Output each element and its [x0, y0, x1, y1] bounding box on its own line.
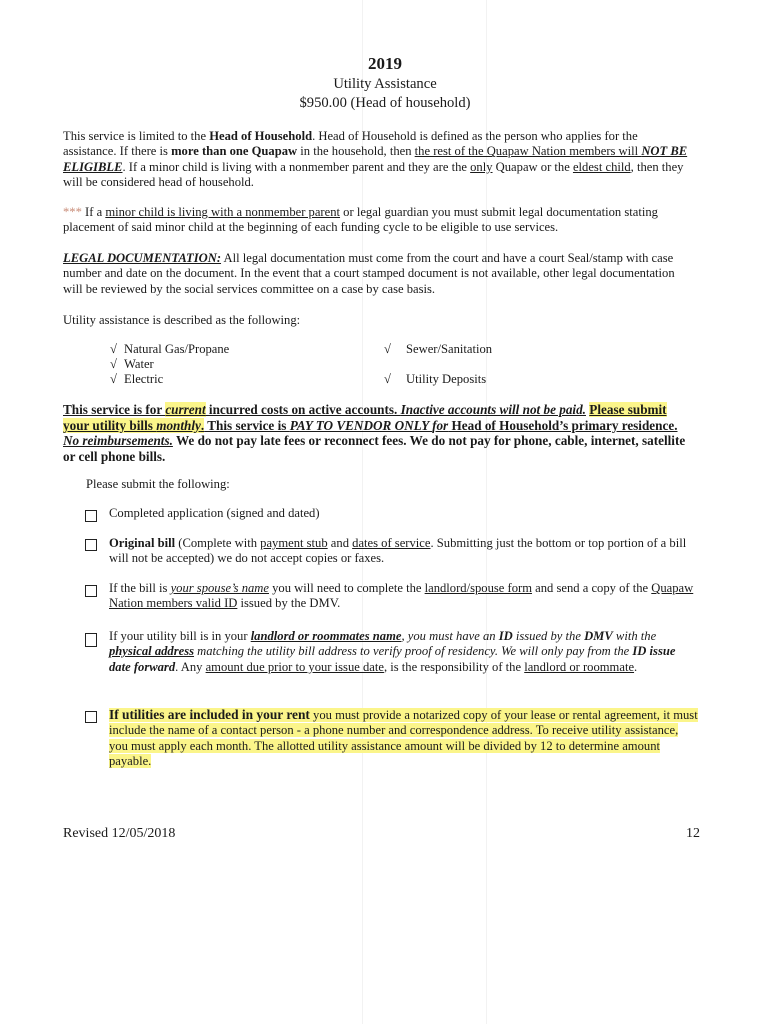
checkbox-icon: [85, 633, 97, 647]
checkbox-icon: [85, 711, 97, 723]
highlighted-text: Please submit your utility bills: [63, 402, 667, 433]
page-number: 12: [686, 826, 700, 841]
utility-type-item: √ Natural Gas/Propane: [110, 342, 230, 356]
utility-type-item: √ Electric: [110, 372, 164, 386]
requirement-item: Original bill (Complete with payment stub and dates of service. Submitting just the bottom or top portion of a bill will not be accepted) we do not accept copies or faxes.: [109, 536, 687, 566]
utility-type-item: √ Utility Deposits: [384, 372, 487, 386]
check-icon: √: [110, 342, 117, 356]
asterisks: ***: [63, 205, 82, 219]
assistance-amount: $950.00 (Head of household): [299, 95, 471, 111]
legal-documentation-paragraph: LEGAL DOCUMENTATION: All legal documentation must come from the court and have a court Seal/stamp with case number and date on the document. In the event that a court stamped document is not available, other legal documentation will be reviewed by the social services committee on a case by case basis.: [63, 251, 675, 296]
requirement-item: If your utility bill is in your landlord or roommates name, you must have an ID issued by the DMV with the physical address matching the utility bill address to verify proof of residency. We will only pay from the ID issue date forward. Any amount due prior to your issue date, is the responsibility of the landlord or roommate.: [109, 629, 676, 674]
requirement-item: Completed application (signed and dated): [109, 506, 320, 520]
policy-paragraph: This service is for current incurred costs on active accounts. Inactive accounts will not be paid. Please submit your utility bills monthly. This service is PAY TO VENDOR ONLY for Head of Household’s primary residence. No reimbursements. We do not pay late fees or reconnect fees. We do not pay for phone, cable, internet, satellite or cell phone bills.: [63, 402, 686, 464]
check-icon: √: [384, 372, 391, 386]
document-title: Utility Assistance: [333, 76, 437, 92]
document-year: 2019: [368, 54, 402, 73]
submit-following-line: Please submit the following:: [86, 477, 230, 491]
requirement-item: [109, 707, 699, 770]
check-icon: √: [384, 342, 391, 356]
intro-paragraph: This service is limited to the Head of Household. Head of Household is defined as the person who applies for the assistance. If there is more than one Quapaw in the household, then the rest of the Quapaw Nation members will NOT BE ELIGIBLE. If a minor child is living with a nonmember parent and they are the only Quapaw or the eldest child, then they will be considered head of household.: [63, 129, 688, 190]
checkbox-icon: [85, 510, 97, 522]
checkbox-icon: [85, 539, 97, 551]
revision-date: Revised 12/05/2018: [63, 826, 176, 841]
utility-type-item: √ Sewer/Sanitation: [384, 342, 493, 356]
checkbox-icon: [85, 585, 97, 597]
utility-described-line: Utility assistance is described as the following:: [63, 313, 301, 327]
check-icon: √: [110, 357, 117, 371]
utility-type-item: √ Water: [110, 357, 154, 371]
requirement-item: If the bill is your spouse’s name you will need to complete the landlord/spouse form and send a copy of the Quapaw Nation members valid ID issued by the DMV.: [109, 581, 694, 611]
highlighted-text: If utilities are included in your rent you must provide a notarized copy of your lease or rental agreement, it must include the name of a contact person - a phone number and correspondence address. To receive utility assistance, you must apply each month. The allotted utility assistance amount will be divided by 12 to determine amount payable.: [109, 707, 698, 769]
check-icon: √: [110, 372, 117, 386]
minor-child-paragraph: *** If a minor child is living with a nonmember parent or legal guardian you must submit legal documentation stating placement of said minor child at the beginning of each funding cycle to be eligible to use services.: [63, 205, 658, 235]
